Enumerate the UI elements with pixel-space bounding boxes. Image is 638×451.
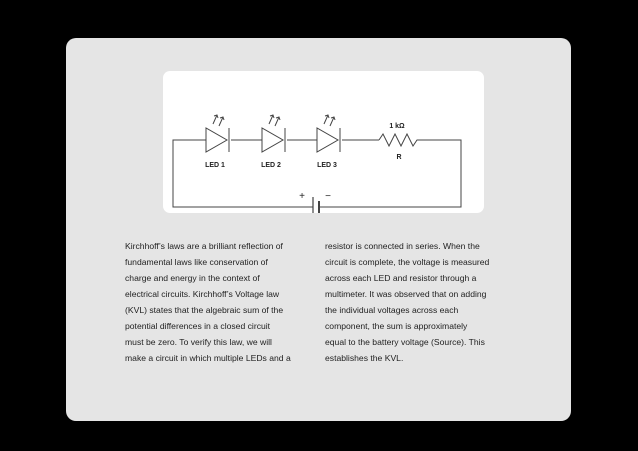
body-text-left-column <box>125 238 323 366</box>
led-3-label: LED 3 <box>317 162 337 169</box>
text-line: make a circuit in which multiple LEDs and a <box>125 353 291 363</box>
text-line: resistor is connected in series. When the <box>325 241 480 251</box>
led-2-symbol <box>262 115 285 152</box>
text-line: circuit is complete, the voltage is measured <box>325 257 490 267</box>
wire-right <box>323 140 461 207</box>
led-2-label: LED 2 <box>261 162 281 169</box>
battery-symbol <box>313 197 323 213</box>
circuit-schematic <box>163 71 484 213</box>
text-line: multimeter. It was observed that on adding <box>325 289 487 299</box>
text-line: Kirchhoff’s laws are a brilliant reflection of <box>125 241 283 251</box>
led-1-symbol <box>206 115 229 152</box>
body-text-right-column <box>325 238 523 366</box>
text-line: fundamental laws like conservation of <box>125 257 268 267</box>
led-3-symbol <box>317 115 340 152</box>
wire-left <box>173 140 206 207</box>
text-line: the individual voltages across each <box>325 305 459 315</box>
text-line: across each LED and resistor through a <box>325 273 477 283</box>
text-line: component, the sum is approximately <box>325 321 468 331</box>
text-line: establishes the KVL. <box>325 353 404 363</box>
text-line: potential differences in a closed circuit <box>125 321 271 331</box>
circuit-diagram <box>163 71 484 213</box>
led-1-label: LED 1 <box>205 162 225 169</box>
text-line: electrical circuits. Kirchhoff’s Voltage law <box>125 289 280 299</box>
text-line: charge and energy in the context of <box>125 273 260 283</box>
text-line: must be zero. To verify this law, we will <box>125 337 272 347</box>
text-line: equal to the battery voltage (Source). This <box>325 337 485 347</box>
battery-plus: + <box>299 191 305 202</box>
resistor-label: R <box>396 154 402 161</box>
resistor-value: 1 kΩ <box>389 123 405 130</box>
resistor-symbol <box>379 134 423 146</box>
slide-card <box>66 38 571 421</box>
text-line: (KVL) states that the algebraic sum of the <box>125 305 284 315</box>
battery-minus: − <box>325 191 331 202</box>
